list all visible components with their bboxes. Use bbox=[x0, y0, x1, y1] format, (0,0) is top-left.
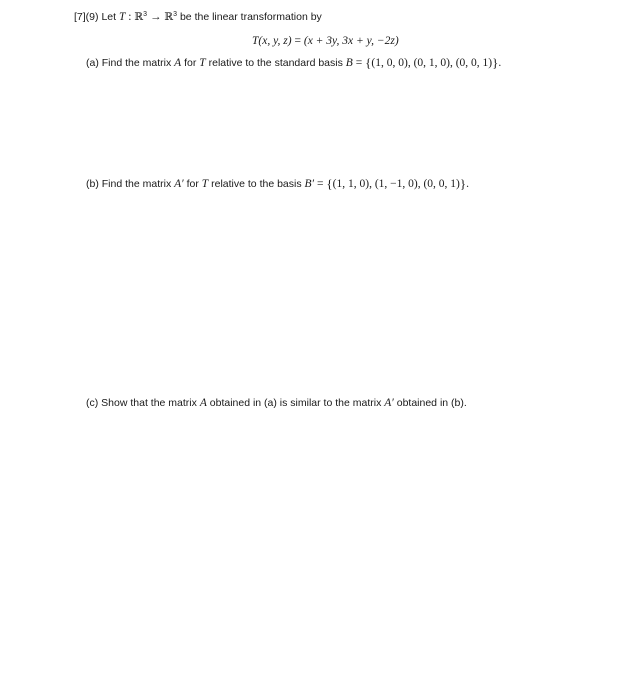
part-a-text1: Find the matrix bbox=[101, 57, 172, 69]
problem-header bbox=[74, 10, 322, 24]
problem-number: [7](9) bbox=[74, 11, 99, 23]
part-a-equals: = bbox=[355, 57, 363, 69]
part-c-text3: obtained in (b). bbox=[396, 397, 467, 409]
part-a-text3: relative to the standard basis bbox=[208, 57, 343, 69]
codomain-exponent: 3 bbox=[173, 11, 178, 18]
part-b-text2: for bbox=[186, 178, 199, 190]
part-a bbox=[86, 56, 501, 70]
part-a-period: . bbox=[498, 57, 502, 69]
part-b-open-brace: { bbox=[326, 176, 333, 191]
formula-rhs: (x + 3y, 3x + y, −2z) bbox=[303, 35, 399, 47]
part-a-close-brace: } bbox=[492, 55, 499, 70]
part-b-text3: relative to the basis bbox=[211, 178, 302, 190]
part-b-basis-name: B′ bbox=[304, 178, 315, 190]
part-c-matrix-a: A bbox=[199, 397, 207, 409]
part-c-text1: Show that the matrix bbox=[101, 397, 197, 409]
part-b-transform: T bbox=[201, 178, 209, 190]
part-a-basis-name: B bbox=[345, 57, 353, 69]
intro-tail: be the linear transformation by bbox=[179, 11, 322, 23]
part-c bbox=[86, 396, 467, 410]
part-a-matrix: A bbox=[174, 57, 182, 69]
part-b-equals: = bbox=[316, 178, 324, 190]
part-c-label: (c) bbox=[86, 397, 99, 409]
part-b-basis-vectors: (1, 1, 0), (1, −1, 0), (0, 0, 1) bbox=[332, 178, 460, 190]
part-b-close-brace: } bbox=[459, 176, 467, 191]
part-b-matrix: A′ bbox=[174, 178, 184, 190]
transform-symbol: T bbox=[118, 11, 126, 23]
domain-exponent: 3 bbox=[143, 11, 148, 18]
intro-let: Let bbox=[101, 11, 117, 23]
part-c-matrix-b: A′ bbox=[384, 397, 394, 409]
part-a-open-brace: { bbox=[365, 55, 372, 70]
map-colon: : bbox=[128, 11, 132, 23]
part-c-text2: obtained in (a) is similar to the matrix bbox=[209, 397, 382, 409]
formula-equals: = bbox=[294, 35, 301, 47]
part-a-basis-vectors: (1, 0, 0), (0, 1, 0), (0, 0, 1) bbox=[371, 57, 493, 69]
part-b-label: (b) bbox=[86, 178, 99, 190]
formula-lhs: T(x, y, z) bbox=[252, 35, 292, 47]
arrow-symbol: → bbox=[149, 11, 162, 23]
part-a-transform: T bbox=[199, 57, 206, 69]
part-b bbox=[86, 177, 469, 191]
part-a-text2: for bbox=[184, 57, 197, 69]
codomain-set: ℝ bbox=[164, 11, 174, 23]
part-b-text1: Find the matrix bbox=[101, 178, 172, 190]
part-b-period: . bbox=[466, 178, 469, 190]
part-a-label: (a) bbox=[86, 57, 99, 69]
transformation-formula bbox=[252, 34, 399, 48]
domain-set: ℝ bbox=[134, 11, 144, 23]
